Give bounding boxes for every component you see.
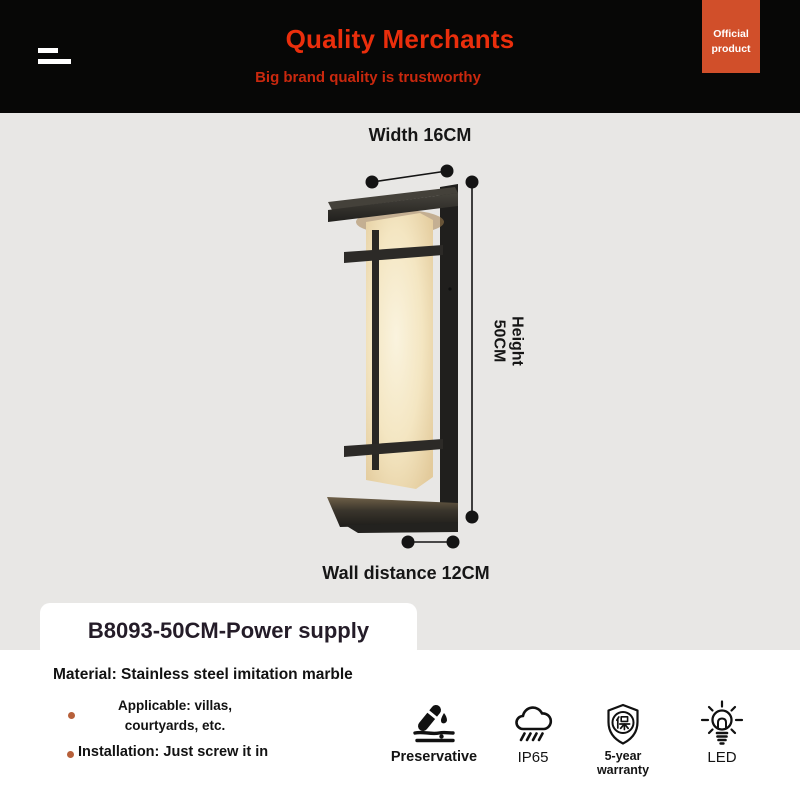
width-dimension-line (366, 165, 454, 189)
header-banner (0, 0, 800, 113)
ip65-rain-icon (512, 704, 554, 744)
feature-label: 5-year warranty (596, 749, 650, 777)
bullet-icon (67, 751, 74, 758)
material-text: Material: Stainless steel imitation marble (53, 666, 353, 683)
applicable-line2: courtyards, etc. (124, 718, 226, 733)
feature-label: IP65 (517, 749, 549, 766)
applicable-text (95, 696, 255, 736)
menu-icon-bar (38, 59, 71, 64)
lamp-back-plate (440, 184, 458, 519)
bullet-icon (68, 712, 75, 719)
height-dimension-line (466, 176, 479, 524)
installation-text: Installation: Just screw it in (78, 744, 269, 760)
applicable-line1: Applicable: villas, (117, 698, 233, 713)
badge-line1: Official (713, 28, 749, 40)
screw-hole (448, 287, 451, 290)
feature-preservative (388, 700, 480, 765)
wall-lamp-illustration (300, 160, 540, 560)
width-dimension-label: Width 16CM (368, 125, 472, 145)
feature-led (676, 700, 768, 766)
warranty-shield-icon (605, 702, 641, 746)
store-slogan: Big brand quality is trustworthy (255, 69, 481, 86)
feature-warranty (577, 700, 669, 777)
lamp-bottom-shelf (327, 497, 458, 533)
feature-label: Preservative (390, 749, 478, 765)
wall-distance-dimension-line (402, 536, 460, 549)
anticorrosion-icon (411, 702, 457, 746)
official-product-badge (702, 0, 760, 73)
lamp-vertical-rod (372, 230, 379, 470)
led-bulb-icon (700, 700, 744, 748)
model-card (40, 603, 417, 659)
store-title: Quality Merchants (285, 24, 515, 54)
badge-line2: product (711, 43, 751, 55)
height-dimension-label: Height 50CM (490, 316, 526, 366)
feature-label: LED (707, 749, 737, 766)
wall-distance-label: Wall distance 12CM (322, 563, 490, 583)
feature-ip65 (487, 700, 579, 766)
model-title: B8093-50CM-Power supply (87, 618, 370, 643)
